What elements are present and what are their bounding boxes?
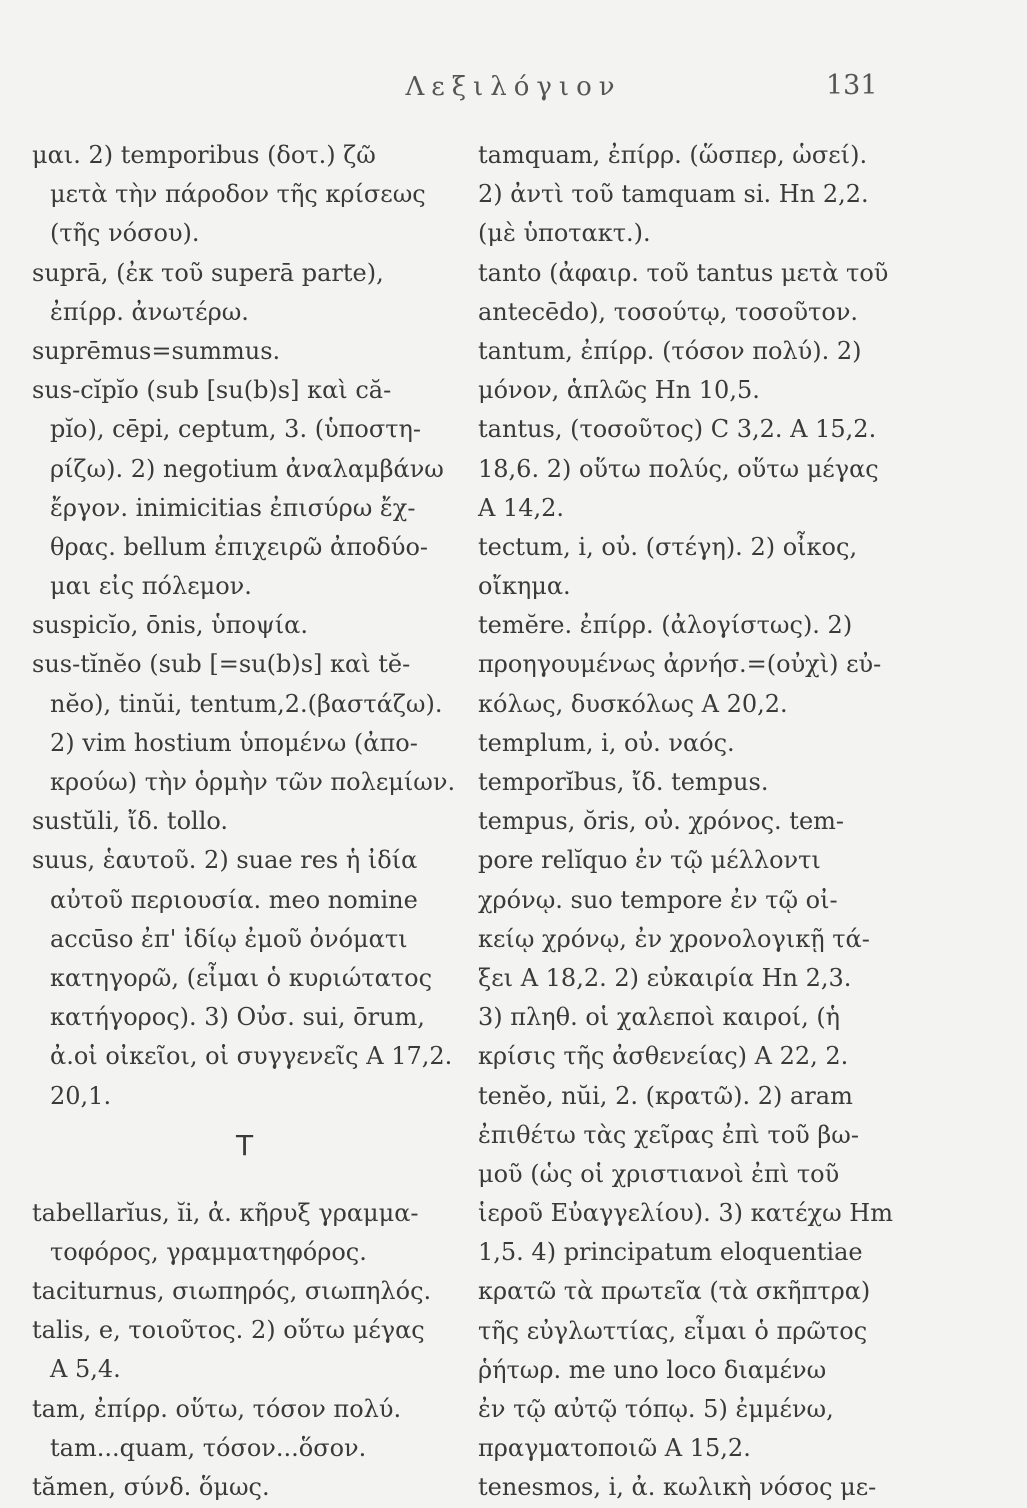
text-line: κρούω) τὴν ὁρμὴν τῶν πολεμίων. [50, 768, 456, 796]
text-line: ξει A 18,2. 2) εὐκαιρία Hn 2,3. [478, 963, 852, 992]
text-line: 3) πληθ. οἱ χαλεποὶ καιροί, (ἡ [478, 1003, 841, 1032]
text-line: ἐν τῷ αὐτῷ τόπῳ. 5) ἐμμένω, [478, 1395, 834, 1423]
text-line: τῆς εὐγλωττίας, εἶμαι ὁ πρῶτος [478, 1316, 868, 1345]
text-line: tantum, ἐπίρρ. (τόσον πολύ). 2) [478, 336, 862, 365]
text-line: tantus, (τοσοῦτος) C 3,2. A 15,2. [478, 415, 877, 444]
text-line: κατήγορος). 3) Οὐσ. sui, ōrum, [50, 1003, 425, 1032]
text-line: A 5,4. [50, 1355, 121, 1384]
text-line: θρας. bellum ἐπιχειρῶ ἀποδύο- [50, 532, 429, 561]
text-line: μόνον, ἁπλῶς Hn 10,5. [478, 376, 760, 405]
text-line: μαι εἰς πόλεμον. [50, 572, 252, 601]
text-line: 2) vim hostium ὑπομένω (ἀπο- [50, 728, 418, 757]
text-line: tempus, ŏris, οὐ. χρόνος. tem- [478, 807, 845, 836]
text-line: sus-tĭnĕo (sub [=su(b)s] καὶ tĕ- [32, 650, 411, 679]
text-line: antecēdo), τοσούτῳ, τοσοῦτον. [478, 297, 859, 326]
text-line: 20,1. [50, 1081, 112, 1110]
text-line: 2) ἀντὶ τοῦ tamquam si. Hn 2,2. [478, 180, 869, 209]
text-line: ἐπιθέτω τὰς χεῖρας ἐπὶ τοῦ βω- [478, 1120, 859, 1149]
text-line: μοῦ (ὡς οἱ χριστιανοὶ ἐπὶ τοῦ [478, 1159, 840, 1188]
text-line: τοφόρος, γραμματηφόρος. [50, 1237, 367, 1266]
text-line: ἐπίρρ. ἀνωτέρω. [50, 297, 249, 326]
text-line: templum, i, οὐ. ναός. [478, 728, 735, 757]
text-line: tam...quam, τόσον...ὅσον. [50, 1433, 367, 1462]
text-line: μετὰ τὴν πάροδον τῆς κρίσεως [50, 180, 426, 209]
text-line: tenesmos, i, ἀ. κωλικὴ νόσος με- [478, 1473, 877, 1502]
right-column [478, 136, 898, 1508]
text-line: tanto (ἀφαιρ. τοῦ tantus μετὰ τοῦ [478, 258, 889, 287]
text-line: 1,5. 4) principatum eloquentiae [478, 1238, 863, 1267]
text-line: pĭo), cēpi, ceptum, 3. (ὑποστη- [50, 415, 422, 444]
text-line: temporĭbus, ἴδ. tempus. [478, 768, 769, 796]
text-line: suus, ἑαυτοῦ. 2) suae res ἡ ἰδία [32, 846, 418, 875]
text-line: sus-cĭpĭo (sub [su(b)s] καὶ că- [32, 376, 392, 405]
text-line: προηγουμένως ἀρνήσ.=(οὐχὶ) εὐ- [478, 650, 882, 679]
text-line: sustŭli, ἴδ. tollo. [32, 807, 229, 836]
text-line: κρίσις τῆς ἀσθενείας) A 22, 2. [478, 1042, 849, 1071]
text-line: talis, e, τοιοῦτος. 2) οὕτω μέγας [32, 1316, 425, 1345]
text-line: suspicĭo, ōnis, ὑποψία. [32, 611, 308, 640]
text-line: κόλως, δυσκόλως A 20,2. [478, 689, 788, 718]
text-line: temĕre. ἐπίρρ. (ἀλογίστως). 2) [478, 611, 853, 640]
text-line: tectum, i, οὐ. (στέγη). 2) οἶκος, [478, 532, 858, 561]
text-line: κατηγορῶ, (εἶμαι ὁ κυριώτατος [50, 963, 433, 992]
text-line: tam, ἐπίρρ. οὕτω, τόσον πολύ. [32, 1394, 402, 1423]
text-line: (μὲ ὑποτακτ.). [478, 219, 651, 248]
text-line: tămen, σύνδ. ὅμως. [32, 1473, 270, 1501]
text-line: ἔργον. inimicitias ἐπισύρω ἔχ- [50, 493, 416, 522]
text-line: tabellarĭus, ĭi, ἀ. κῆρυξ γραμμα- [32, 1198, 419, 1227]
text-line: ἀ.οἱ οἰκεῖοι, οἱ συγγενεῖς A 17,2. [50, 1042, 453, 1071]
text-line: nĕo), tinŭi, tentum,2.(βαστάζω). [50, 689, 443, 718]
text-line: αὐτοῦ περιουσία. meo nomine [50, 885, 418, 914]
text-line: A 14,2. [478, 493, 565, 522]
text-line: κείῳ χρόνῳ, ἐν χρονολογικῇ τά- [478, 924, 870, 953]
text-line: suprā, (ἐκ τοῦ superā parte), [32, 258, 384, 287]
text-line: ῥήτωρ. me uno loco διαμένω [478, 1355, 827, 1384]
text-line: πραγματοποιῶ A 15,2. [478, 1434, 751, 1463]
text-line: ἱεροῦ Εὐαγγελίου). 3) κατέχω Hm [478, 1199, 893, 1228]
text-line: tenĕo, nŭi, 2. (κρατῶ). 2) aram [478, 1081, 853, 1110]
text-line: tamquam, ἐπίρρ. (ὥσπερ, ὡσεί). [478, 141, 868, 169]
text-line: 18,6. 2) οὕτω πολύς, οὕτω μέγας [478, 454, 879, 483]
text-line: taciturnus, σιωπηρός, σιωπηλός. [32, 1277, 432, 1306]
text-line: χρόνῳ. suo tempore ἐν τῷ οἰ- [478, 885, 838, 914]
section-letter: T [235, 1128, 254, 1162]
text-line: ρίζω). 2) negotium ἀναλαμβάνω [50, 454, 444, 483]
page-number: 131 [826, 70, 878, 101]
text-line: κρατῶ τὰ πρωτεῖα (τὰ σκῆπτρα) [478, 1277, 871, 1306]
text-line: μαι. 2) temporibus (δοτ.) ζῶ [32, 141, 376, 169]
text-line: pore relĭquo ἐν τῷ μέλλοντι [478, 846, 821, 875]
left-column [32, 136, 457, 1507]
text-line: accūso ἐπ' ἰδίῳ ἐμοῦ ὀνόματι [50, 924, 408, 953]
text-line: (τῆς νόσου). [50, 219, 200, 248]
text-line: suprēmus=summus. [32, 336, 281, 365]
running-head: Λεξιλόγιον [405, 72, 622, 102]
text-line: οἴκημα. [478, 572, 571, 601]
